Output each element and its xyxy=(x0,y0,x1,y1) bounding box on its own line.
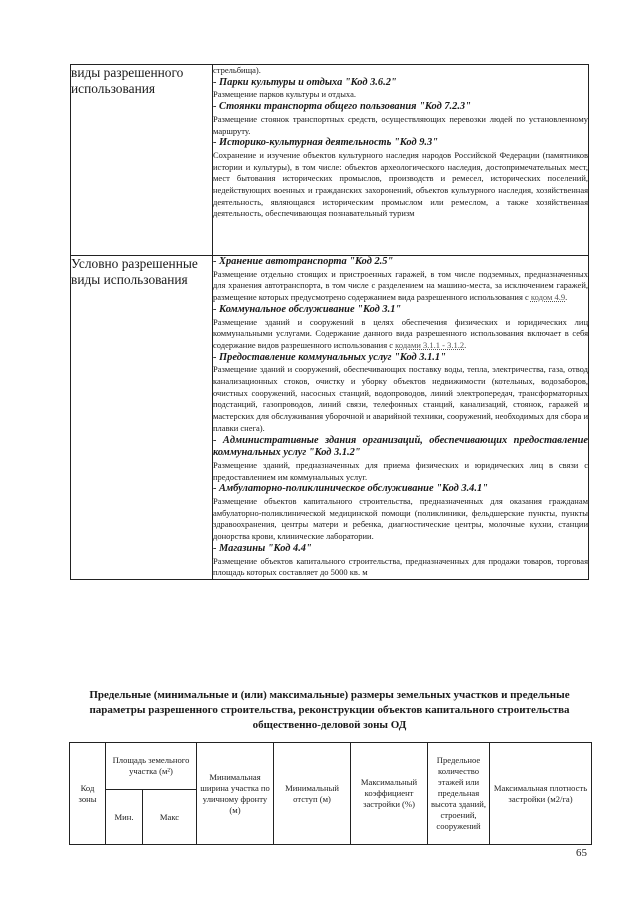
table-header-row xyxy=(70,743,592,790)
use-description-shops: Размещение объектов капитального строительства, предназначенных для продажи товаров, торговая площадь которых составляет до 5000 кв. м xyxy=(213,555,588,578)
use-heading-heritage: - Историко-культурная деятельность "Код 9.3" xyxy=(213,137,438,149)
column-header-max: Макс xyxy=(143,790,197,845)
land-use-table xyxy=(70,64,589,580)
table-row-conditional xyxy=(71,256,589,580)
use-description-parks: Размещение парков культуры и отдыха. xyxy=(213,89,356,100)
use-description-communal-text: Размещение зданий и сооружений в целях обеспечения физических и юридических лиц коммунальными услугами. Содержание данного вида разрешенного использования включает в себя содержание видов разрешенного использования с xyxy=(213,316,588,350)
use-description-parking: Размещение стоянок транспортных средств, осуществляющих перевозки людей по установленному маршруту. xyxy=(213,113,588,136)
column-header-floors: Предельное количество этажей или предельная высота зданий, строений, сооружений xyxy=(428,743,490,845)
column-header-min: Мин. xyxy=(106,790,143,845)
row-label-conditional: Условно разрешенные виды использования xyxy=(71,256,213,580)
use-heading-outpatient: - Амбулаторно-поликлиническое обслуживание "Код 3.4.1" xyxy=(213,483,488,495)
use-heading-shops: - Магазины "Код 4.4" xyxy=(213,542,312,554)
use-description-communal xyxy=(213,317,588,352)
use-description-garage-text: Размещение отдельно стоящих и пристроенных гаражей, в том числе подземных, предназначенных для хранения автотранспорта, в том числе с разделением на машино-места, за исключением гаражей, размещение которых предусмотрено содержанием вида разрешенного использования с xyxy=(213,268,588,303)
column-header-area: Площадь земельного участка (м²) xyxy=(106,743,197,790)
use-heading-parking: - Стоянки транспорта общего пользования "Код 7.2.3" xyxy=(213,101,471,113)
text-line-continuation: стрельбища). xyxy=(213,65,261,75)
parameters-table xyxy=(69,742,592,845)
row-content-permitted xyxy=(213,65,589,256)
use-heading-communal: - Коммунальное обслуживание "Код 3.1" xyxy=(213,303,402,315)
page-number: 65 xyxy=(576,847,587,859)
use-description-admin-buildings: Размещение зданий, предназначенных для приема физических и юридических лиц в связи с предоставлением им коммунальных услуг. xyxy=(213,459,588,482)
use-heading-utilities: - Предоставление коммунальных услуг "Код 3.1.1" xyxy=(213,351,446,363)
section-title: Предельные (минимальные и (или) максимальные) размеры земельных участков и предельные параметры разрешенного строительства, реконструкции объектов капитального строительства общественно-деловой зоны ОД xyxy=(89,689,570,731)
use-description-heritage: Сохранение и изучение объектов культурного наследия народов Российской Федерации (памятников истории и культуры), в том числе: объектов археологического наследия, достопримечательных мест, мест бытования исторических промыслов, производств и ремесел, исторических поселений, недействующих военных и гражданских захоронений, объектов культурного наследия, хозяйственная деятельность, являющаяся историческим промыслом или ремеслом, а также хозяйственная деятельность, обеспечивающая познавательный туризм xyxy=(213,149,588,219)
punctuation: . xyxy=(565,292,568,303)
punctuation: . xyxy=(464,339,467,350)
use-description-outpatient: Размещение объектов капитального строительства, предназначенных для оказания гражданам амбулаторно-поликлинической медицинской помощи (поликлиники, фельдшерские пункты, пункты здравоохранения, центры матери и ребенка, диагностические центры, молочные кухни, станции донорства крови, клинические лаборатории. xyxy=(213,496,588,542)
code-reference-link[interactable]: кодом 4.9 xyxy=(530,292,566,303)
row-label-permitted: виды разрешенного использования xyxy=(71,65,213,256)
table-row-permitted xyxy=(71,65,589,256)
column-header-front-width: Минимальная ширина участка по уличному фронту (м) xyxy=(197,743,274,845)
row-content-conditional xyxy=(213,256,589,580)
use-description-utilities: Размещение зданий и сооружений, обеспечивающих поставку воды, тепла, электричества, газа, отвод канализационных стоков, очистку и уборку объектов недвижимости (котельных, водозаборов, очистных сооружений, насосных станций, водопроводов, линий электропередач, трансформаторных подстанций, газопроводов, линий связи, телефонных станций, канализаций, стоянок, гаражей и мастерских для обслуживания уборочной и аварийной техники, сооружений, необходимых для сбора и плавки снега). xyxy=(213,364,588,433)
column-header-setback: Минимальный отступ (м) xyxy=(274,743,351,845)
use-heading-parks: - Парки культуры и отдыха "Код 3.6.2" xyxy=(213,76,397,88)
column-header-coverage: Максимальный коэффициент застройки (%) xyxy=(351,743,428,845)
column-header-density: Максимальная плотность застройки (м2/га) xyxy=(490,743,592,845)
use-heading-admin-buildings: - Административные здания организаций, обеспечивающих предоставление коммунальных услуг "Код 3.1.2" xyxy=(213,434,588,459)
use-heading-garage: - Хранение автотранспорта "Код 2.5" xyxy=(213,256,394,267)
use-description-garage xyxy=(213,269,588,304)
code-reference-link[interactable]: кодами 3.1.1 - 3.1.2 xyxy=(395,339,465,350)
column-header-zone-code: Код зоны xyxy=(70,743,106,845)
